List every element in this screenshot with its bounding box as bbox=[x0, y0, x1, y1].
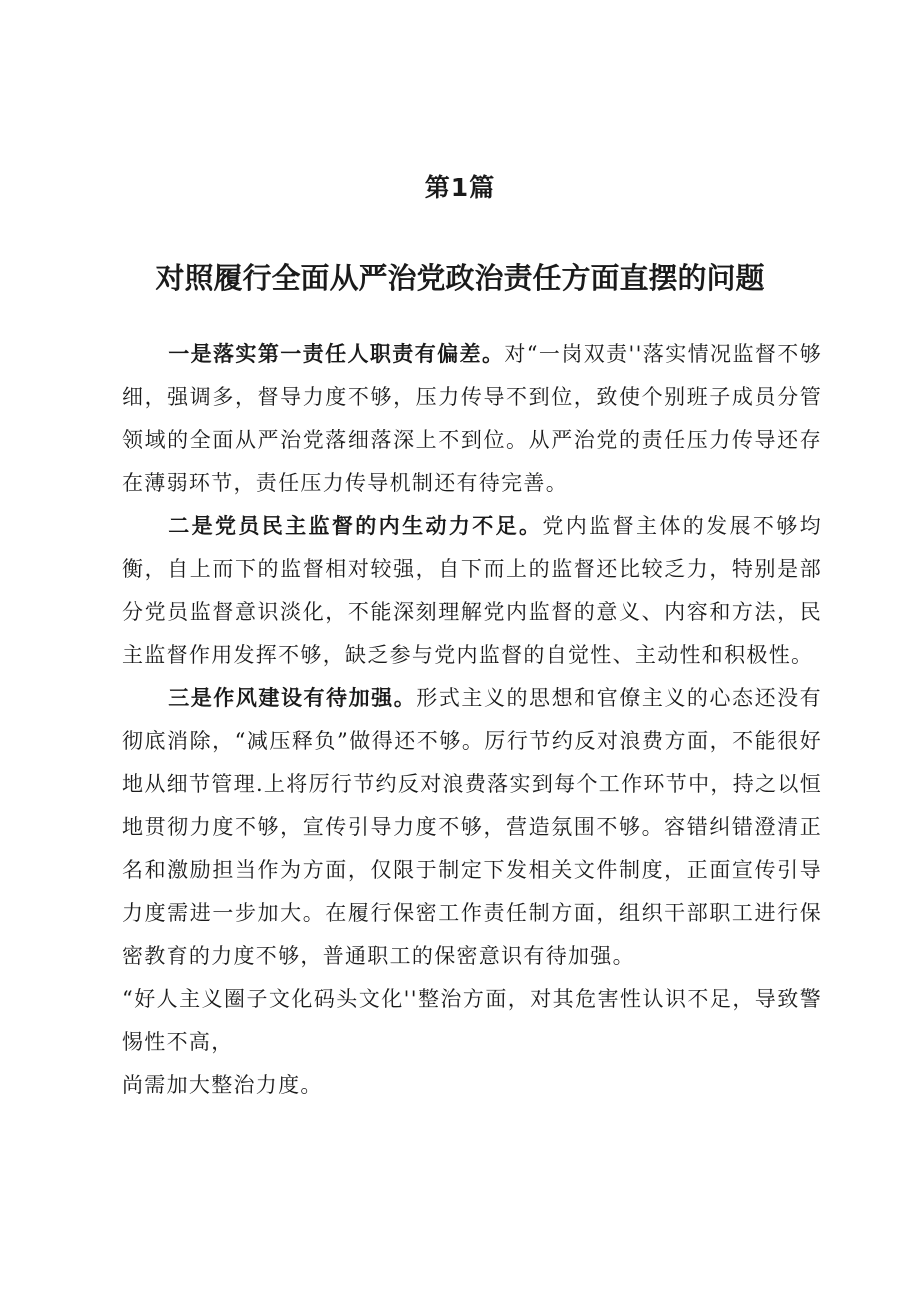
paragraph-1 bbox=[122, 333, 822, 505]
paragraph-1-lead: 一是落实第一责任人职责有偏差。 bbox=[168, 342, 505, 366]
paragraph-2-lead: 二是党员民主监督的内生动力不足。 bbox=[168, 514, 543, 538]
paragraph-2-text: 党内监督主体的发展不够均衡，自上而下的监督相对较强，自下而上的监督还比较乏力，特别是部分党员监督意识淡化，不能深刻理解党内监督的意义、内容和方法，民主监督作用发挥不够，缺乏参与党内监督的自觉性、主动性和积极性。 bbox=[122, 514, 822, 667]
continuation-line-2: 尚需加大整治力度。 bbox=[122, 1073, 323, 1097]
paragraph-3-lead: 三是作风建设有待加强。 bbox=[168, 686, 417, 710]
paragraph-1-text: 对“一岗双责''落实情况监督不够细，强调多，督导力度不够，压力传导不到位，致使个别班子成员分管领域的全面从严治党落细落深上不到位。从严治党的责任压力传导还存在薄弱环节，责任压力传导机制还有待完善。 bbox=[122, 342, 822, 495]
section-number: 第1篇 bbox=[424, 173, 496, 202]
continuation-line-1: “好人主义圈子文化码头文化''整治方面，对其危害性认识不足，导致警惕性不高， bbox=[122, 987, 822, 1054]
paragraph-3-text: 形式主义的思想和官僚主义的心态还没有彻底消除，“减压释负”做得还不够。厉行节约反对浪费方面，不能很好地从细节管理.上将厉行节约反对浪费落实到每个工作环节中，持之以恒地贯彻力度不够，宣传引导力度不够，营造氛围不够。容错纠错澄清正名和激励担当作为方面，仅限于制定下发相关文件制度，正面宣传引导力度需进一步加大。在履行保密工作责任制方面，组织干部职工进行保密教育的力度不够，普通职工的保密意识有待加强。 bbox=[122, 686, 822, 968]
document-body bbox=[122, 333, 822, 1107]
document-title: 对照履行全面从严治党政治责任方面直摆的问题 bbox=[155, 261, 765, 295]
paragraph-2 bbox=[122, 505, 822, 677]
paragraph-3 bbox=[122, 677, 822, 978]
